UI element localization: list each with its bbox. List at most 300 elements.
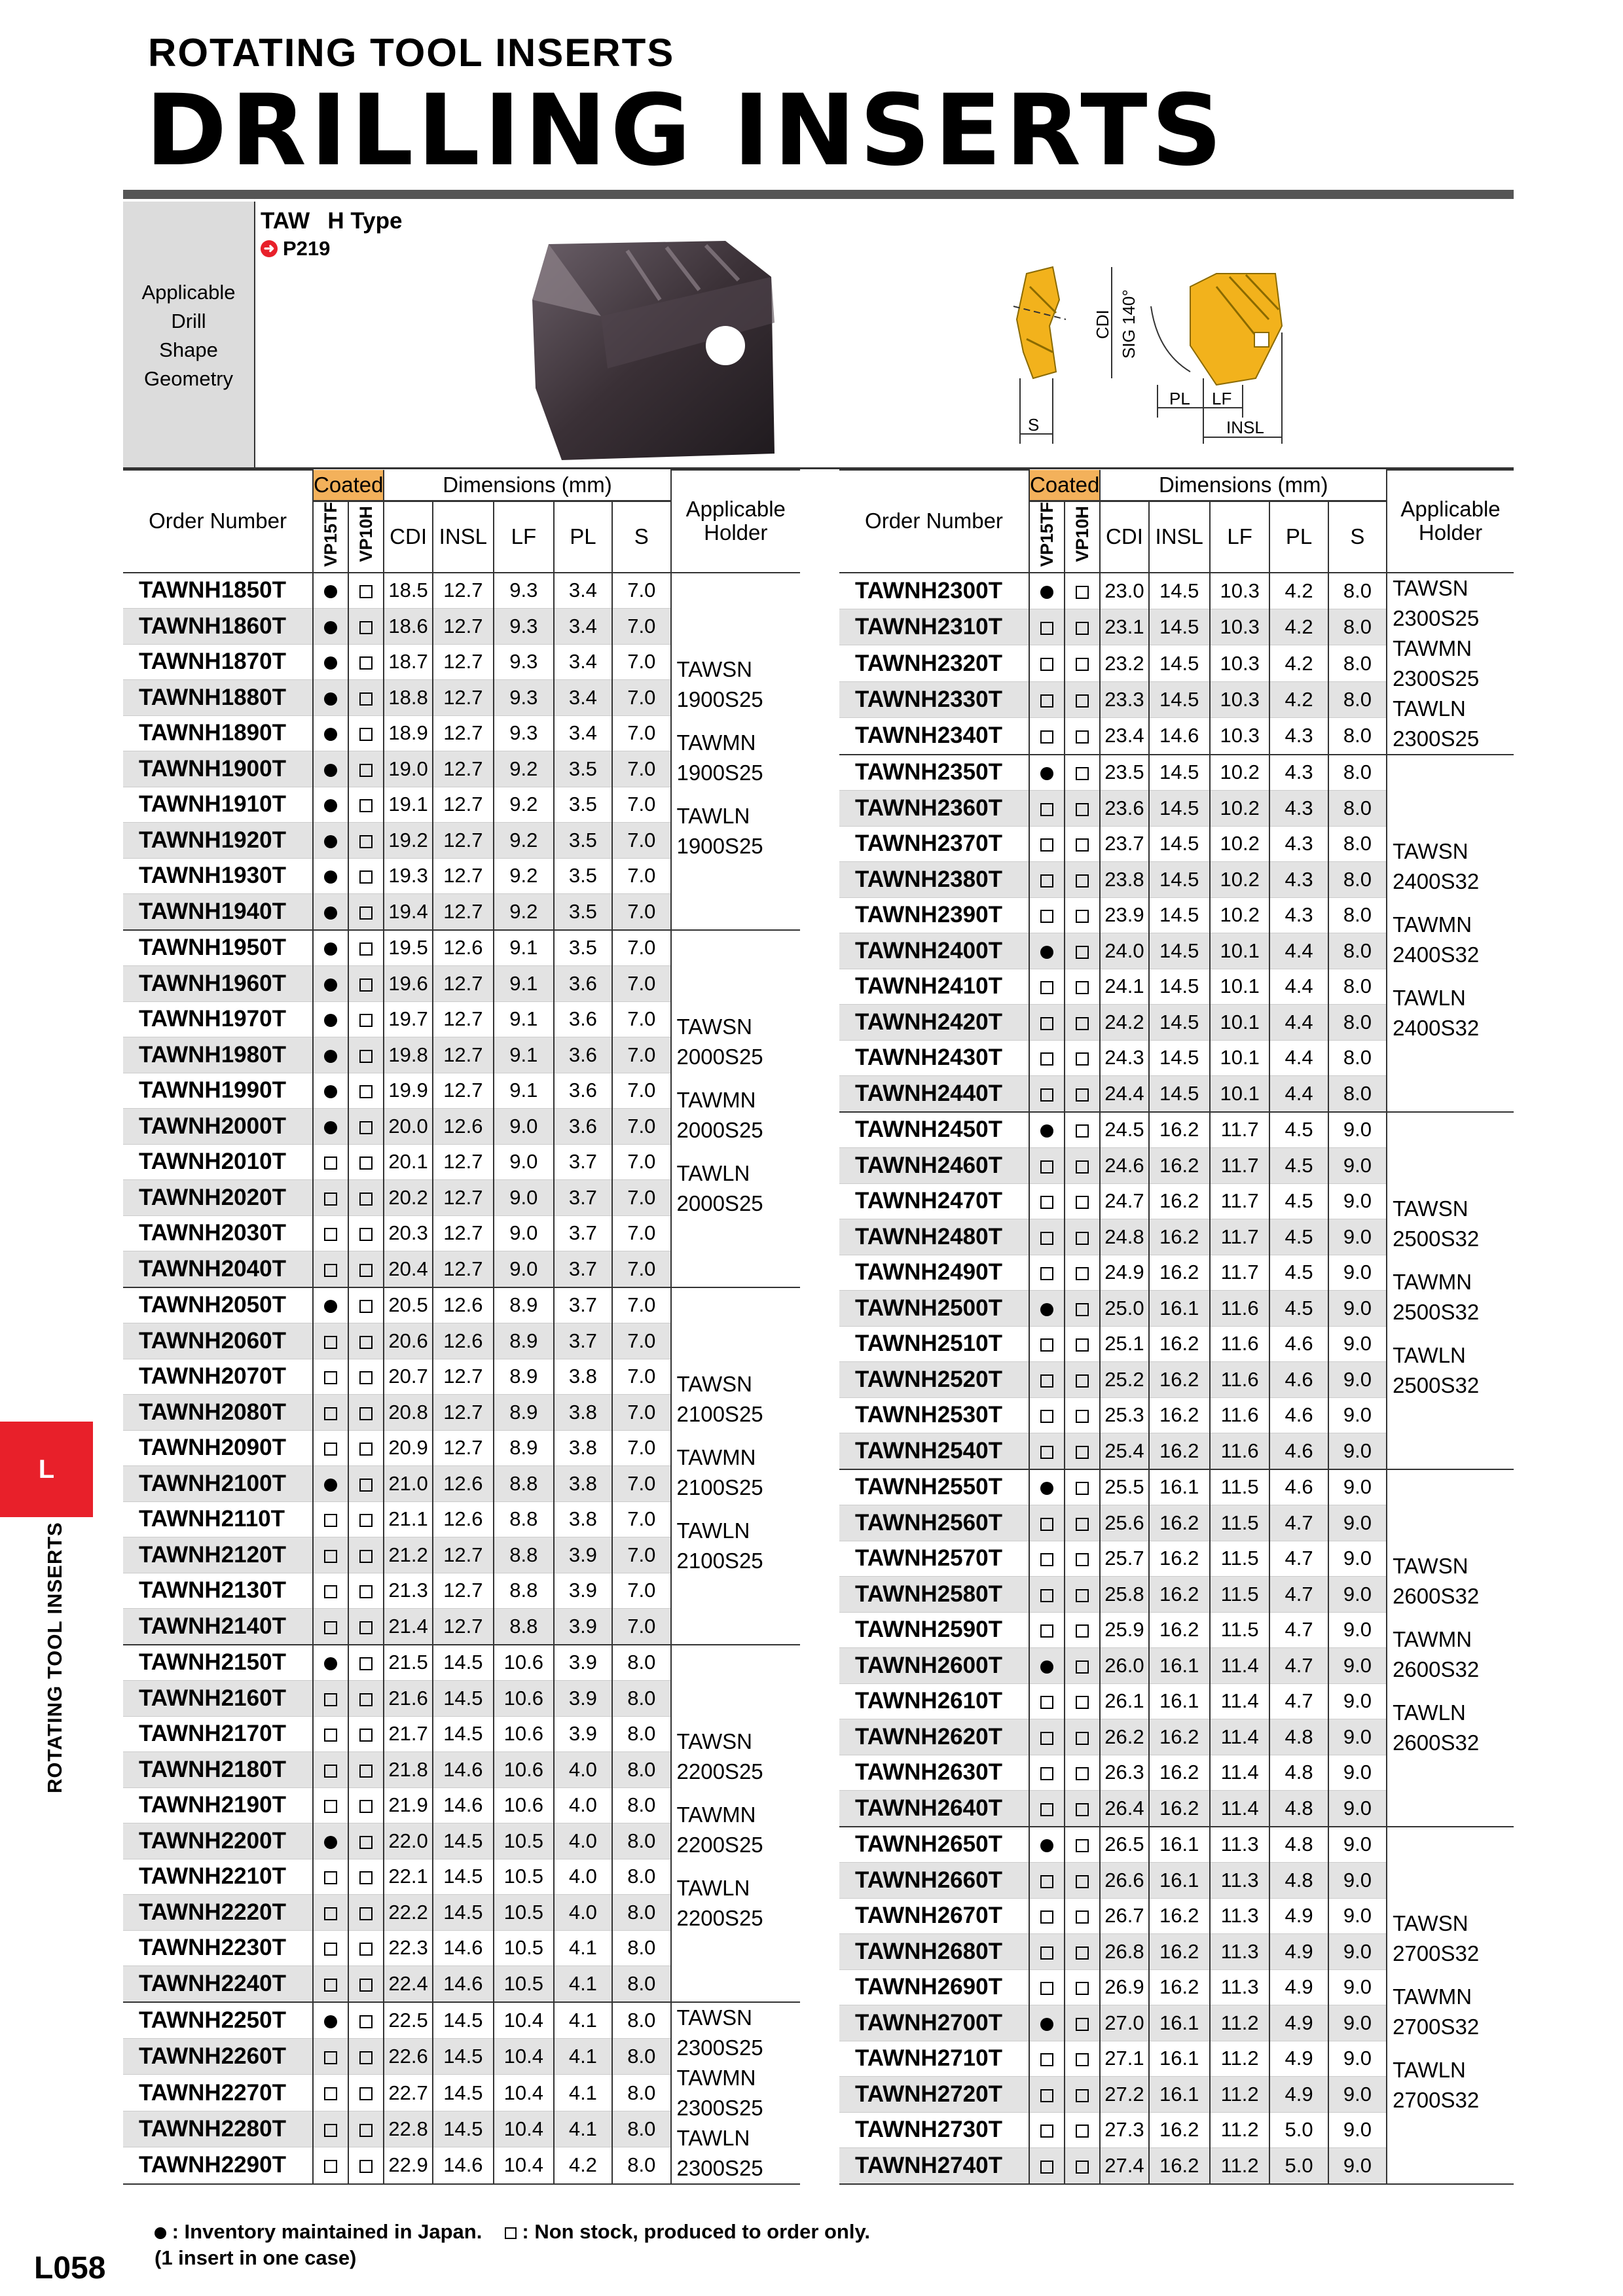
holder-line: 2300S25 bbox=[676, 2095, 763, 2120]
lf-cell: 9.2 bbox=[494, 787, 554, 823]
holder-line: TAWLN bbox=[1393, 696, 1466, 721]
cdi-cell: 20.9 bbox=[384, 1430, 432, 1466]
applicable-holder-cell bbox=[671, 930, 800, 1287]
col-pl: PL bbox=[554, 501, 612, 573]
order-square-icon bbox=[359, 1621, 373, 1634]
order-square-icon bbox=[359, 1943, 373, 1956]
holder-line: 2700S32 bbox=[1393, 1941, 1480, 1965]
grade-vp15tf-cell bbox=[313, 609, 348, 645]
order-number-cell: TAWNH2400T bbox=[839, 933, 1029, 969]
grade-vp10h-cell bbox=[1065, 1005, 1100, 1041]
insl-cell: 12.6 bbox=[433, 1323, 494, 1359]
col-coated: Coated bbox=[313, 470, 384, 501]
pl-cell: 4.6 bbox=[1269, 1397, 1328, 1433]
pl-cell: 3.7 bbox=[554, 1323, 612, 1359]
order-square-icon bbox=[359, 1443, 373, 1456]
cdi-cell: 19.0 bbox=[384, 751, 432, 787]
grade-vp15tf-cell bbox=[1029, 1541, 1065, 1577]
lf-cell: 11.3 bbox=[1210, 1863, 1270, 1899]
order-square-icon bbox=[359, 2087, 373, 2100]
pl-cell: 3.8 bbox=[554, 1395, 612, 1431]
holder-line: TAWSN bbox=[676, 656, 752, 681]
grade-vp15tf-cell bbox=[313, 823, 348, 859]
order-square-icon bbox=[1040, 1232, 1053, 1245]
grade-vp10h-cell bbox=[1065, 2005, 1100, 2041]
insl-cell: 16.1 bbox=[1149, 1863, 1210, 1899]
order-square-icon bbox=[1076, 1303, 1089, 1316]
cdi-cell: 24.5 bbox=[1100, 1112, 1148, 1148]
order-number-cell: TAWNH2230T bbox=[123, 1930, 313, 1966]
pl-cell: 4.7 bbox=[1269, 1577, 1328, 1613]
pl-cell: 4.2 bbox=[1269, 609, 1328, 645]
s-cell: 7.0 bbox=[612, 1073, 670, 1109]
lf-cell: 11.5 bbox=[1210, 1505, 1270, 1541]
order-number-cell: TAWNH2410T bbox=[839, 969, 1029, 1005]
s-cell: 8.0 bbox=[612, 2147, 670, 2184]
order-square-icon bbox=[1076, 1660, 1089, 1674]
cdi-cell: 24.3 bbox=[1100, 1040, 1148, 1076]
order-number-cell: TAWNH2060T bbox=[123, 1323, 313, 1359]
grade-vp15tf-cell bbox=[313, 1395, 348, 1431]
holder-line: TAWLN bbox=[676, 1160, 750, 1185]
lf-cell: 10.3 bbox=[1210, 645, 1270, 681]
order-number-cell: TAWNH2360T bbox=[839, 791, 1029, 827]
pl-cell: 4.4 bbox=[1269, 1005, 1328, 1041]
order-number-cell: TAWNH2150T bbox=[123, 1645, 313, 1681]
insl-cell: 12.7 bbox=[433, 858, 494, 894]
stock-dot-icon bbox=[324, 942, 337, 956]
order-square-icon bbox=[324, 2160, 337, 2173]
insl-cell: 14.5 bbox=[433, 1681, 494, 1717]
insl-cell: 14.6 bbox=[1149, 718, 1210, 755]
order-square-icon bbox=[1076, 1624, 1089, 1638]
col-cdi: CDI bbox=[384, 501, 432, 573]
s-cell: 9.0 bbox=[1328, 1827, 1387, 1863]
order-number-cell: TAWNH1880T bbox=[123, 680, 313, 716]
holder-line: 1900S25 bbox=[676, 760, 763, 785]
grade-vp10h-cell bbox=[348, 1716, 384, 1752]
grade-vp15tf-cell bbox=[313, 2111, 348, 2147]
order-number-cell: TAWNH2510T bbox=[839, 1326, 1029, 1362]
order-number-cell: TAWNH2480T bbox=[839, 1219, 1029, 1255]
order-square-icon bbox=[1040, 1589, 1053, 1602]
order-number-cell: TAWNH2580T bbox=[839, 1577, 1029, 1613]
grade-vp15tf-cell bbox=[313, 787, 348, 823]
grade-vp10h-cell bbox=[1065, 2041, 1100, 2077]
insl-cell: 14.5 bbox=[1149, 897, 1210, 933]
grade-vp10h-cell bbox=[348, 1395, 384, 1431]
order-number-cell: TAWNH2430T bbox=[839, 1040, 1029, 1076]
insl-cell: 16.2 bbox=[1149, 2148, 1210, 2184]
holder-line: TAWMN bbox=[1393, 912, 1472, 937]
grade-vp10h-cell bbox=[1065, 1648, 1100, 1684]
lf-cell: 9.2 bbox=[494, 823, 554, 859]
order-square-icon bbox=[1040, 658, 1053, 671]
pl-cell: 4.5 bbox=[1269, 1291, 1328, 1327]
insl-cell: 16.2 bbox=[1149, 1541, 1210, 1577]
grade-vp15tf-cell bbox=[1029, 718, 1065, 755]
order-number-cell: TAWNH2040T bbox=[123, 1251, 313, 1287]
cdi-cell: 25.8 bbox=[1100, 1577, 1148, 1613]
grade-vp10h-cell bbox=[1065, 1469, 1100, 1505]
pl-cell: 4.8 bbox=[1269, 1719, 1328, 1755]
insl-cell: 12.7 bbox=[433, 680, 494, 716]
s-cell: 9.0 bbox=[1328, 1755, 1387, 1791]
s-cell: 8.0 bbox=[1328, 826, 1387, 862]
order-square-icon bbox=[359, 978, 373, 992]
stock-dot-icon bbox=[1040, 1303, 1053, 1316]
pl-cell: 4.0 bbox=[554, 1752, 612, 1788]
pl-cell: 3.7 bbox=[554, 1251, 612, 1287]
order-square-icon bbox=[1040, 838, 1053, 852]
pl-cell: 4.3 bbox=[1269, 862, 1328, 898]
grade-vp10h-cell bbox=[348, 1501, 384, 1537]
pl-cell: 4.0 bbox=[554, 1787, 612, 1823]
order-number-cell: TAWNH2120T bbox=[123, 1537, 313, 1573]
lf-cell: 8.9 bbox=[494, 1359, 554, 1395]
order-number-cell: TAWNH2550T bbox=[839, 1469, 1029, 1505]
order-number-cell: TAWNH2610T bbox=[839, 1683, 1029, 1719]
grade-vp15tf-cell bbox=[313, 1109, 348, 1145]
insl-cell: 16.2 bbox=[1149, 1755, 1210, 1791]
grade-vp15tf-cell bbox=[1029, 1863, 1065, 1899]
order-square-icon bbox=[1040, 2161, 1053, 2174]
s-cell: 9.0 bbox=[1328, 2077, 1387, 2113]
s-cell: 9.0 bbox=[1328, 1648, 1387, 1684]
col-s: S bbox=[612, 501, 670, 573]
s-cell: 7.0 bbox=[612, 1323, 670, 1359]
order-square-icon bbox=[324, 1193, 337, 1206]
order-square-icon bbox=[1076, 2161, 1089, 2174]
order-square-icon bbox=[1076, 1696, 1089, 1709]
col-order-number: Order Number bbox=[123, 470, 313, 573]
insl-cell: 14.5 bbox=[433, 2002, 494, 2039]
insl-cell: 12.7 bbox=[433, 1609, 494, 1645]
grade-vp10h-cell bbox=[348, 1037, 384, 1073]
order-number-cell: TAWNH2650T bbox=[839, 1827, 1029, 1863]
stock-dot-icon bbox=[324, 835, 337, 848]
pl-cell: 4.1 bbox=[554, 2075, 612, 2111]
order-square-icon bbox=[359, 942, 373, 956]
col-insl: INSL bbox=[433, 501, 494, 573]
grade-vp10h-cell bbox=[348, 1681, 384, 1717]
order-square-icon bbox=[359, 1729, 373, 1742]
holder-line: 2300S25 bbox=[676, 2155, 763, 2180]
cdi-cell: 20.2 bbox=[384, 1180, 432, 1216]
grade-vp15tf-cell bbox=[313, 1716, 348, 1752]
page-reference[interactable] bbox=[261, 237, 330, 260]
drill-label-line-1: Applicable Drill bbox=[141, 281, 236, 332]
grade-vp15tf-cell bbox=[1029, 1326, 1065, 1362]
pl-cell: 4.5 bbox=[1269, 1183, 1328, 1219]
grade-vp10h-cell bbox=[1065, 1148, 1100, 1184]
s-cell: 8.0 bbox=[1328, 645, 1387, 681]
cdi-cell: 24.4 bbox=[1100, 1076, 1148, 1112]
holder-line: 2700S32 bbox=[1393, 2014, 1480, 2039]
insl-cell: 12.7 bbox=[433, 1215, 494, 1251]
pl-cell: 3.9 bbox=[554, 1573, 612, 1609]
lf-cell: 11.6 bbox=[1210, 1397, 1270, 1433]
cdi-cell: 18.8 bbox=[384, 680, 432, 716]
holder-line: 2500S32 bbox=[1393, 1226, 1480, 1251]
lf-cell: 11.6 bbox=[1210, 1326, 1270, 1362]
pl-cell: 3.9 bbox=[554, 1537, 612, 1573]
cdi-cell: 21.3 bbox=[384, 1573, 432, 1609]
order-number-cell: TAWNH2180T bbox=[123, 1752, 313, 1788]
pl-cell: 5.0 bbox=[1269, 2112, 1328, 2148]
order-number-cell: TAWNH2680T bbox=[839, 1934, 1029, 1970]
lf-cell: 8.8 bbox=[494, 1609, 554, 1645]
s-cell: 7.0 bbox=[612, 1466, 670, 1502]
lf-cell: 10.6 bbox=[494, 1716, 554, 1752]
s-cell: 8.0 bbox=[1328, 791, 1387, 827]
s-cell: 7.0 bbox=[612, 1287, 670, 1323]
insl-cell: 16.2 bbox=[1149, 1719, 1210, 1755]
order-square-icon bbox=[1076, 1446, 1089, 1459]
cdi-cell: 22.0 bbox=[384, 1823, 432, 1859]
order-square-icon bbox=[359, 1336, 373, 1349]
order-number-cell: TAWNH2190T bbox=[123, 1787, 313, 1823]
holder-line: 2600S32 bbox=[1393, 1657, 1480, 1681]
cdi-cell: 23.5 bbox=[1100, 755, 1148, 791]
pl-cell: 4.2 bbox=[1269, 681, 1328, 717]
lf-cell: 11.7 bbox=[1210, 1112, 1270, 1148]
grade-vp15tf-cell bbox=[1029, 1076, 1065, 1112]
order-number-cell: TAWNH2210T bbox=[123, 1859, 313, 1895]
cdi-cell: 22.6 bbox=[384, 2038, 432, 2074]
grade-vp15tf-cell bbox=[313, 1359, 348, 1395]
lf-cell: 9.1 bbox=[494, 1073, 554, 1109]
grade-vp10h-cell bbox=[348, 573, 384, 609]
s-cell: 7.0 bbox=[612, 1251, 670, 1287]
lf-cell: 11.4 bbox=[1210, 1755, 1270, 1791]
lf-cell: 10.1 bbox=[1210, 1076, 1270, 1112]
s-cell: 8.0 bbox=[1328, 969, 1387, 1005]
order-square-icon bbox=[324, 1585, 337, 1598]
pl-cell: 3.4 bbox=[554, 715, 612, 751]
grade-vp10h-cell bbox=[348, 2147, 384, 2184]
order-square-icon bbox=[324, 1407, 337, 1420]
col-order-number: Order Number bbox=[839, 470, 1029, 573]
order-number-cell: TAWNH2080T bbox=[123, 1395, 313, 1431]
grade-vp15tf-cell bbox=[1029, 933, 1065, 969]
grade-vp15tf-cell bbox=[313, 680, 348, 716]
grade-vp15tf-cell bbox=[313, 1930, 348, 1966]
legend-dot-text: : Inventory maintained in Japan. bbox=[172, 2220, 483, 2243]
pl-cell: 3.7 bbox=[554, 1287, 612, 1323]
cdi-cell: 21.9 bbox=[384, 1787, 432, 1823]
s-cell: 9.0 bbox=[1328, 1433, 1387, 1469]
s-cell: 9.0 bbox=[1328, 1612, 1387, 1648]
order-number-cell: TAWNH2450T bbox=[839, 1112, 1029, 1148]
s-cell: 8.0 bbox=[612, 1966, 670, 2002]
order-square-icon bbox=[324, 1514, 337, 1527]
order-number-cell: TAWNH1940T bbox=[123, 894, 313, 930]
stock-dot-icon bbox=[324, 978, 337, 992]
order-number-cell: TAWNH2290T bbox=[123, 2147, 313, 2184]
grade-vp10h-cell bbox=[1065, 1183, 1100, 1219]
cdi-cell: 21.8 bbox=[384, 1752, 432, 1788]
order-number-cell: TAWNH2600T bbox=[839, 1648, 1029, 1684]
s-cell: 7.0 bbox=[612, 823, 670, 859]
pl-cell: 4.7 bbox=[1269, 1541, 1328, 1577]
s-cell: 9.0 bbox=[1328, 1397, 1387, 1433]
cdi-cell: 27.0 bbox=[1100, 2005, 1148, 2041]
order-square-icon bbox=[324, 1371, 337, 1384]
grade-vp10h-cell bbox=[348, 609, 384, 645]
order-number-cell: TAWNH2090T bbox=[123, 1430, 313, 1466]
grade-vp15tf-cell bbox=[1029, 1755, 1065, 1791]
cdi-cell: 23.9 bbox=[1100, 897, 1148, 933]
grade-vp10h-cell bbox=[1065, 609, 1100, 645]
order-number-cell: TAWNH2110T bbox=[123, 1501, 313, 1537]
cdi-cell: 22.3 bbox=[384, 1930, 432, 1966]
order-square-icon bbox=[359, 1157, 373, 1170]
insl-cell: 12.7 bbox=[433, 1537, 494, 1573]
order-square-icon bbox=[1076, 1518, 1089, 1531]
stock-dot-icon bbox=[324, 1085, 337, 1098]
table-body-left bbox=[123, 573, 800, 2184]
order-square-icon bbox=[324, 1871, 337, 1884]
holder-line: 2200S25 bbox=[676, 1832, 763, 1857]
pl-cell: 3.5 bbox=[554, 894, 612, 930]
order-square-icon bbox=[1040, 1946, 1053, 1960]
s-cell: 9.0 bbox=[1328, 1183, 1387, 1219]
s-cell: 7.0 bbox=[612, 573, 670, 609]
order-square-icon bbox=[359, 1300, 373, 1313]
order-number-cell: TAWNH2720T bbox=[839, 2077, 1029, 2113]
cdi-cell: 24.8 bbox=[1100, 1219, 1148, 1255]
insl-cell: 14.5 bbox=[1149, 573, 1210, 609]
table-row bbox=[839, 1112, 1514, 1148]
insl-cell: 12.7 bbox=[433, 715, 494, 751]
stock-dot-icon bbox=[324, 799, 337, 812]
cdi-cell: 25.6 bbox=[1100, 1505, 1148, 1541]
holder-line: 2400S32 bbox=[1393, 942, 1480, 967]
insl-cell: 16.1 bbox=[1149, 2077, 1210, 2113]
cdi-cell: 23.6 bbox=[1100, 791, 1148, 827]
order-number-cell: TAWNH2470T bbox=[839, 1183, 1029, 1219]
cdi-cell: 26.8 bbox=[1100, 1934, 1148, 1970]
order-square-icon bbox=[324, 1907, 337, 1920]
pl-cell: 3.7 bbox=[554, 1215, 612, 1251]
holder-line: TAWLN bbox=[676, 2125, 750, 2150]
grade-vp10h-cell bbox=[348, 1287, 384, 1323]
grade-vp15tf-cell bbox=[313, 715, 348, 751]
cdi-cell: 24.6 bbox=[1100, 1148, 1148, 1184]
cdi-cell: 25.0 bbox=[1100, 1291, 1148, 1327]
order-square-icon bbox=[359, 1050, 373, 1063]
pl-cell: 4.9 bbox=[1269, 1898, 1328, 1934]
grade-vp15tf-cell bbox=[313, 1001, 348, 1037]
stock-dot-icon bbox=[324, 692, 337, 706]
col-s: S bbox=[1328, 501, 1387, 573]
order-square-icon bbox=[324, 1550, 337, 1563]
order-square-icon bbox=[1076, 1267, 1089, 1280]
order-square-icon bbox=[1076, 1910, 1089, 1924]
order-square-icon bbox=[1076, 1088, 1089, 1102]
holder-line: TAWLN bbox=[676, 803, 750, 828]
s-cell: 7.0 bbox=[612, 609, 670, 645]
pl-cell: 3.6 bbox=[554, 1001, 612, 1037]
s-cell: 8.0 bbox=[612, 1752, 670, 1788]
pl-cell: 3.5 bbox=[554, 787, 612, 823]
order-number-cell: TAWNH2500T bbox=[839, 1291, 1029, 1327]
dim-sig-label: SIG 140° bbox=[1119, 289, 1139, 359]
stock-dot-icon bbox=[324, 1050, 337, 1063]
order-square-icon bbox=[359, 585, 373, 598]
grade-vp10h-cell bbox=[348, 751, 384, 787]
insl-cell: 16.2 bbox=[1149, 1148, 1210, 1184]
order-square-icon bbox=[1040, 1017, 1053, 1030]
grade-vp10h-cell bbox=[348, 715, 384, 751]
order-square-icon bbox=[1076, 2125, 1089, 2138]
s-cell: 7.0 bbox=[612, 930, 670, 966]
cdi-cell: 27.1 bbox=[1100, 2041, 1148, 2077]
order-square-icon bbox=[1076, 2018, 1089, 2031]
grade-vp15tf-cell bbox=[1029, 2041, 1065, 2077]
cdi-cell: 23.2 bbox=[1100, 645, 1148, 681]
section-tab[interactable]: L bbox=[0, 1422, 93, 1517]
col-lf: LF bbox=[1210, 501, 1270, 573]
s-cell: 7.0 bbox=[612, 1501, 670, 1537]
pl-cell: 4.9 bbox=[1269, 1969, 1328, 2005]
order-square-icon bbox=[359, 1479, 373, 1492]
order-square-icon bbox=[359, 1193, 373, 1206]
grade-vp10h-cell bbox=[1065, 1863, 1100, 1899]
insl-cell: 14.5 bbox=[433, 2111, 494, 2147]
order-square-icon bbox=[1040, 1553, 1053, 1566]
holder-line: 2300S25 bbox=[1393, 666, 1480, 691]
col-grade-vp10h: VP10H bbox=[1072, 506, 1092, 562]
grade-vp10h-cell bbox=[348, 2111, 384, 2147]
order-number-cell: TAWNH1980T bbox=[123, 1037, 313, 1073]
grade-vp15tf-cell bbox=[313, 751, 348, 787]
order-square-icon bbox=[1076, 1017, 1089, 1030]
grade-vp15tf-cell bbox=[1029, 681, 1065, 717]
insl-cell: 16.2 bbox=[1149, 1612, 1210, 1648]
grade-vp15tf-cell bbox=[1029, 755, 1065, 791]
insl-cell: 14.5 bbox=[433, 1859, 494, 1895]
insl-cell: 14.6 bbox=[433, 1966, 494, 2002]
lf-cell: 11.4 bbox=[1210, 1791, 1270, 1827]
grade-vp15tf-cell bbox=[313, 1466, 348, 1502]
insl-cell: 16.2 bbox=[1149, 1183, 1210, 1219]
order-square-icon bbox=[1040, 1696, 1053, 1709]
lf-cell: 11.5 bbox=[1210, 1577, 1270, 1613]
insl-cell: 12.7 bbox=[433, 1251, 494, 1287]
lf-cell: 10.6 bbox=[494, 1787, 554, 1823]
cdi-cell: 26.5 bbox=[1100, 1827, 1148, 1863]
pl-cell: 3.5 bbox=[554, 823, 612, 859]
s-cell: 7.0 bbox=[612, 787, 670, 823]
cdi-cell: 26.6 bbox=[1100, 1863, 1148, 1899]
s-cell: 9.0 bbox=[1328, 1255, 1387, 1291]
grade-vp10h-cell bbox=[348, 1001, 384, 1037]
lf-cell: 9.0 bbox=[494, 1180, 554, 1216]
lf-cell: 10.5 bbox=[494, 1966, 554, 2002]
order-number-cell: TAWNH2050T bbox=[123, 1287, 313, 1323]
grade-vp10h-cell bbox=[348, 1930, 384, 1966]
cdi-cell: 19.7 bbox=[384, 1001, 432, 1037]
cdi-cell: 24.7 bbox=[1100, 1183, 1148, 1219]
pl-cell: 4.5 bbox=[1269, 1255, 1328, 1291]
holder-line: TAWMN bbox=[1393, 636, 1472, 660]
s-cell: 7.0 bbox=[612, 751, 670, 787]
grade-vp15tf-cell bbox=[313, 1681, 348, 1717]
insl-cell: 12.7 bbox=[433, 1430, 494, 1466]
stock-dot-icon bbox=[1040, 586, 1053, 599]
